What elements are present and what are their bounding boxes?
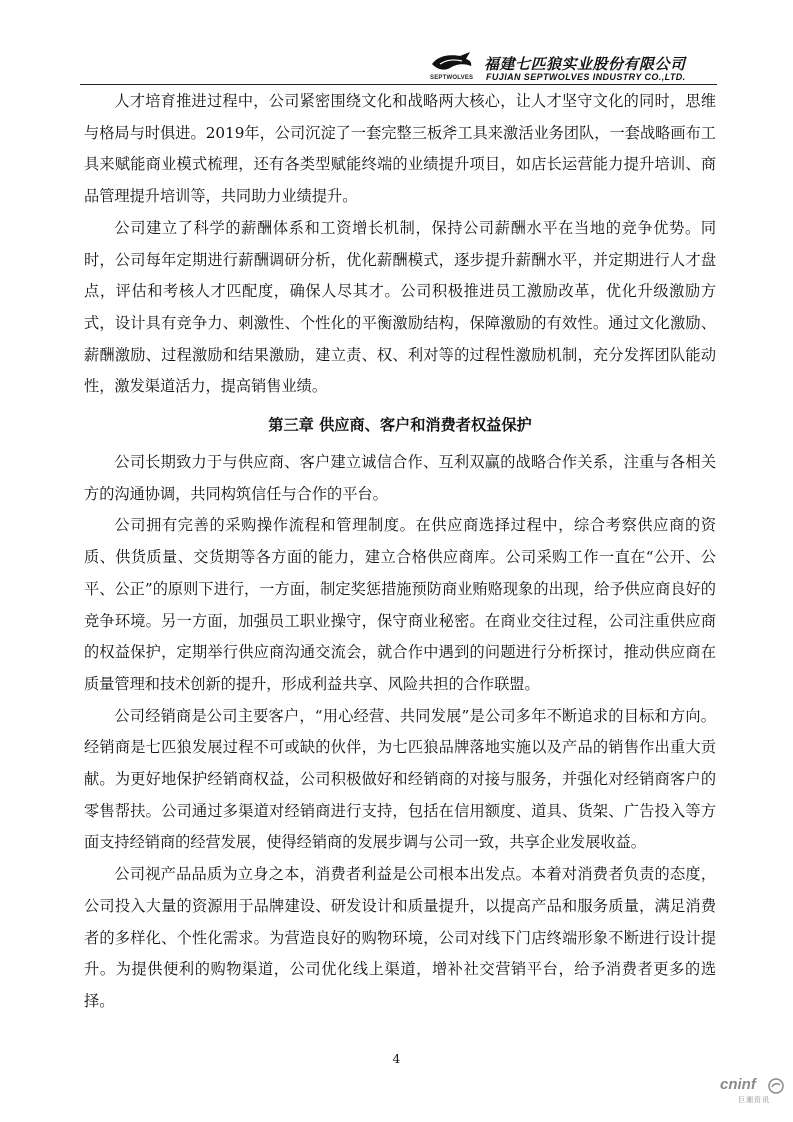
paragraph: 公司长期致力于与供应商、客户建立诚信合作、互利双赢的战略合作关系，注重与各相关方的沟通协调，共同构筑信任与合作的平台。	[84, 453, 716, 503]
paragraph: 公司经销商是公司主要客户，“用心经营、共同发展”是公司多年不断追求的目标和方向。经销商是七匹狼发展过程不可或缺的伙伴，为七匹狼品牌落地实施以及产品的销售作出重大贡献。为更好地保护经销商权益，公司积极做好和经销商的对接与服务，并强化对经销商客户的零售帮扶。公司通过多渠道对经销商进行支持，包括在信用额度、道具、货架、广告投入等方面支持经销商的经营发展，使得经销商的发展步调与公司一致，共享企业发展收益。	[84, 706, 716, 852]
cninf-watermark	[716, 1076, 786, 1110]
watermark-brand: cninf	[720, 1076, 756, 1093]
watermark-brand-cn: 巨潮资讯	[738, 1096, 770, 1104]
chapter-title: 第三章 供应商、客户和消费者权益保护	[268, 416, 532, 435]
page-number: 4	[392, 1052, 401, 1066]
header-divider	[80, 84, 717, 85]
logo-text: SEPTWOLVES	[430, 75, 474, 81]
paragraph: 公司视产品品质为立身之本，消费者利益是公司根本出发点。本着对消费者负责的态度，公司投入大量的资源用于品牌建设、研发设计和质量提升，以提高产品和服务质量，满足消费者的多样化、个性化需求。为营造良好的购物环境，公司对线下门店终端形象不断进行设计提升。为提供便利的购物渠道，公司优化线上渠道，增补社交营销平台，给予消费者更多的选择。	[84, 865, 716, 1010]
page-header	[430, 50, 730, 86]
company-name-en: FUJIAN SEPTWOLVES INDUSTRY CO.,LTD.	[486, 72, 686, 82]
company-name-cn: 福建七匹狼实业股份有限公司	[484, 55, 686, 73]
wolf-logo-icon	[430, 50, 474, 76]
paragraph: 公司拥有完善的采购操作流程和管理制度。在供应商选择过程中，综合考察供应商的资质、供货质量、交货期等各方面的能力，建立合格供应商库。公司采购工作一直在“公开、公平、公正”的原则下进行，一方面，制定奖惩措施预防商业贿赂现象的出现，给予供应商良好的竞争环境。另一方面，加强员工职业操守，保守商业秘密。在商业交往过程，公司注重供应商的权益保护，定期举行供应商沟通交流会，就合作中遇到的问题进行分析探讨，推动供应商在质量管理和技术创新的提升，形成利益共享、风险共担的合作联盟。	[84, 516, 716, 693]
cninf-logo-icon	[768, 1078, 784, 1094]
document-body	[84, 86, 716, 1018]
paragraph: 公司建立了科学的薪酬体系和工资增长机制，保持公司薪酬水平在当地的竞争优势。同时，公司每年定期进行薪酬调研分析，优化薪酬模式，逐步提升薪酬水平，并定期进行人才盘点，评估和考核人才匹配度，确保人尽其才。公司积极推进员工激励改革，优化升级激励方式，设计具有竞争力、刺激性、个性化的平衡激励结构，保障激励的有效性。通过文化激励、薪酬激励、过程激励和结果激励，建立责、权、利对等的过程性激励机制，充分发挥团队能动性，激发渠道活力，提高销售业绩。	[84, 218, 716, 396]
paragraph: 人才培育推进过程中，公司紧密围绕文化和战略两大核心，让人才坚守文化的同时，思维与格局与时俱进。2019年，公司沉淀了一套完整三板斧工具来激活业务团队，一套战略画布工具来赋能商业模式梳理，还有各类型赋能终端的业绩提升项目，如店长运营能力提升培训、商品管理提升培训等，共同助力业绩提升。	[84, 92, 716, 206]
